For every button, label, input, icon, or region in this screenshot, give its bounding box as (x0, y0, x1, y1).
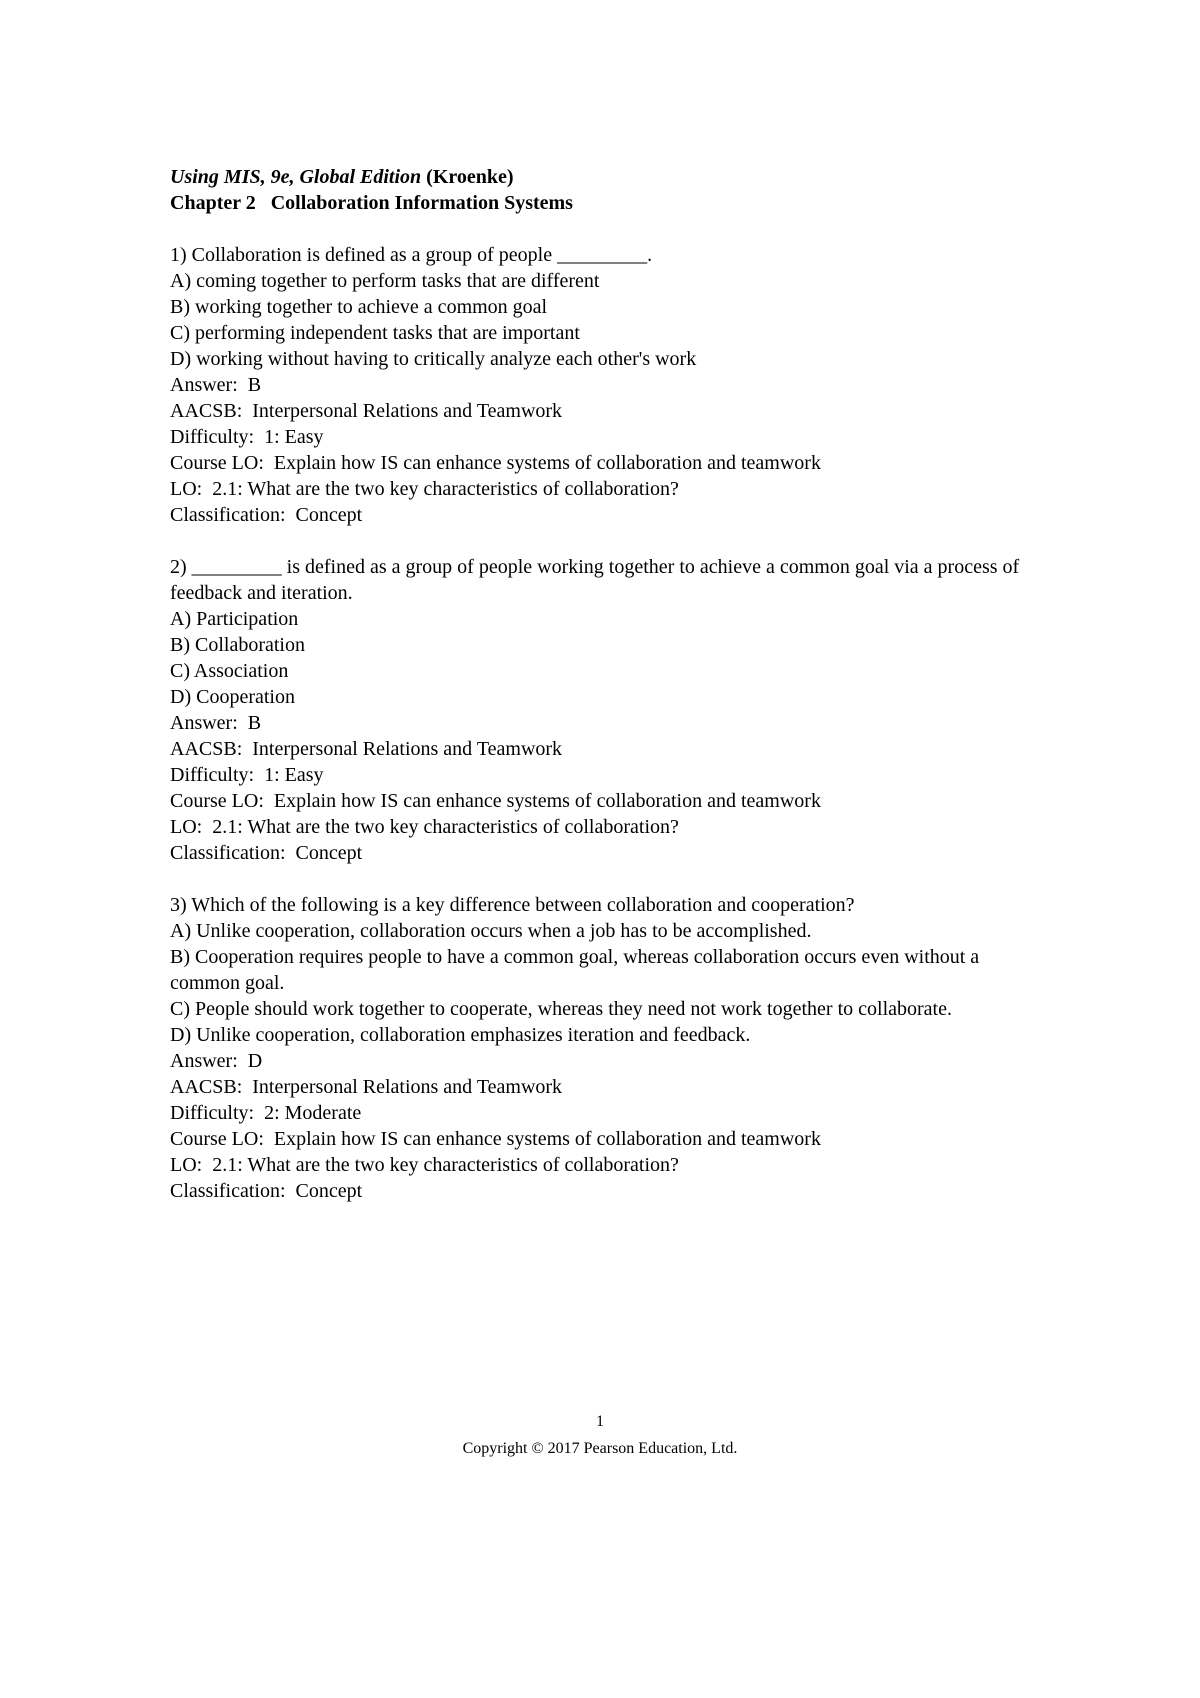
aacsb: AACSB: Interpersonal Relations and Teamwork (170, 400, 563, 422)
option-d: D) Unlike cooperation, collaboration emphasizes iteration and feedback. (170, 1024, 751, 1046)
question-3 (170, 892, 1050, 1204)
answer: Answer: B (170, 374, 262, 396)
question-2 (170, 554, 1050, 866)
course-lo: Course LO: Explain how IS can enhance systems of collaboration and teamwork (170, 790, 821, 812)
lo: LO: 2.1: What are the two key characteristics of collaboration? (170, 816, 679, 838)
difficulty: Difficulty: 1: Easy (170, 764, 324, 786)
page-number: 1 (596, 1413, 604, 1430)
course-lo: Course LO: Explain how IS can enhance systems of collaboration and teamwork (170, 1128, 821, 1150)
question-stem: 1) Collaboration is defined as a group of people _________. (170, 244, 653, 266)
classification: Classification: Concept (170, 504, 363, 526)
aacsb: AACSB: Interpersonal Relations and Teamwork (170, 738, 563, 760)
option-b: B) Cooperation requires people to have a common goal, whereas collaboration occurs even without a common goal. (170, 946, 980, 994)
course-lo: Course LO: Explain how IS can enhance systems of collaboration and teamwork (170, 452, 821, 474)
classification: Classification: Concept (170, 1180, 363, 1202)
difficulty: Difficulty: 1: Easy (170, 426, 324, 448)
option-d: D) working without having to critically analyze each other's work (170, 348, 697, 370)
question-stem: 2) _________ is defined as a group of people working together to achieve a common goal via a process of feedback and iteration. (170, 556, 1020, 604)
aacsb: AACSB: Interpersonal Relations and Teamwork (170, 1076, 563, 1098)
answer: Answer: D (170, 1050, 263, 1072)
classification: Classification: Concept (170, 842, 363, 864)
option-c: C) performing independent tasks that are important (170, 322, 580, 344)
option-c: C) Association (170, 660, 289, 682)
answer: Answer: B (170, 712, 262, 734)
book-author: (Kroenke) (421, 166, 514, 188)
option-b: B) working together to achieve a common goal (170, 296, 548, 318)
question-stem: 3) Which of the following is a key difference between collaboration and cooperation? (170, 894, 855, 916)
option-a: A) coming together to perform tasks that are different (170, 270, 600, 292)
book-title: Using MIS, 9e, Global Edition (170, 166, 422, 188)
difficulty: Difficulty: 2: Moderate (170, 1102, 362, 1124)
question-1 (170, 242, 1050, 528)
lo: LO: 2.1: What are the two key characteristics of collaboration? (170, 478, 679, 500)
question-list (170, 242, 1050, 1230)
option-c: C) People should work together to cooperate, whereas they need not work together to collaborate. (170, 998, 952, 1020)
chapter-title: Chapter 2 Collaboration Information Systems (170, 192, 573, 214)
option-a: A) Participation (170, 608, 299, 630)
document-header (170, 164, 1070, 216)
option-a: A) Unlike cooperation, collaboration occurs when a job has to be accomplished. (170, 920, 812, 942)
option-b: B) Collaboration (170, 634, 305, 656)
copyright-notice: Copyright © 2017 Pearson Education, Ltd. (462, 1440, 738, 1457)
lo: LO: 2.1: What are the two key characteristics of collaboration? (170, 1154, 679, 1176)
option-d: D) Cooperation (170, 686, 295, 708)
title-line (170, 164, 1070, 190)
